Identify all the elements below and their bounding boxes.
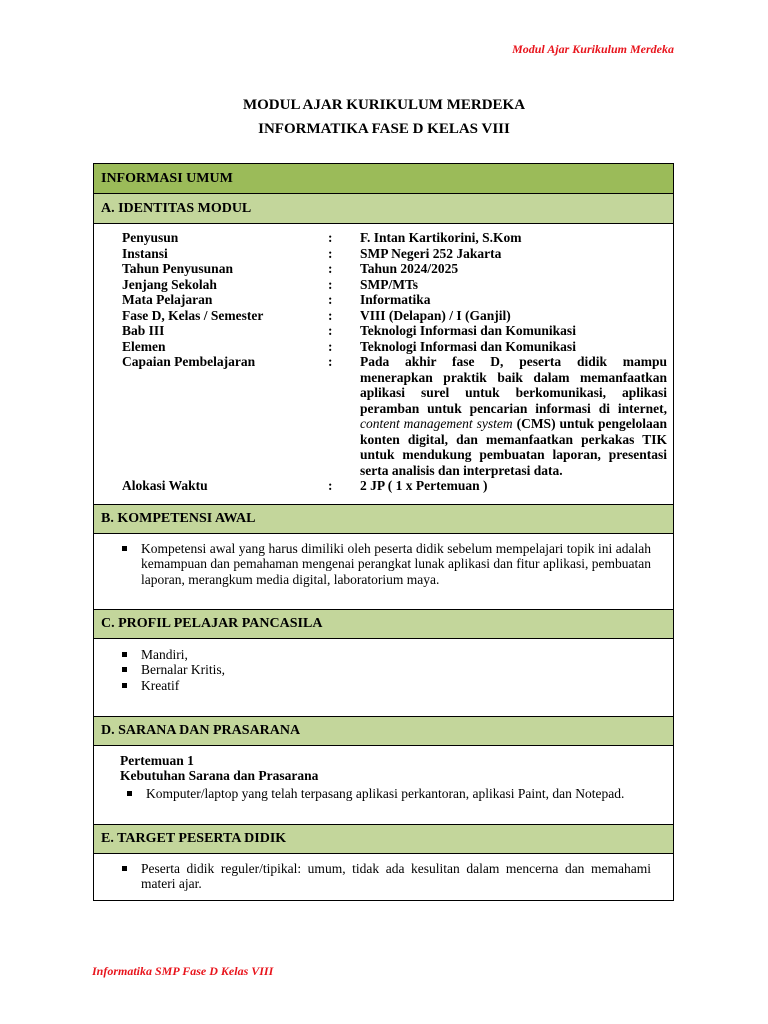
identity-label: Mata Pelajaran: [122, 292, 213, 307]
identity-label: Instansi: [122, 245, 168, 261]
identity-row-alokasi: [122, 478, 667, 494]
list-item-text: Kompetensi awal yang harus dimiliki oleh peserta didik sebelum mempelajari topik ini adalah kemampuan dan pemahaman mengenai perangkat lunak aplikasi dan fitur aplikasi, pembuatan laporan, merangkum media digital, laboratorium maya.: [141, 540, 651, 587]
square-bullet-icon: [122, 546, 127, 551]
capaian-text-italic: content management system: [360, 416, 513, 431]
list-item: [141, 541, 651, 588]
identity-colon: :: [328, 230, 333, 245]
identity-colon: :: [328, 261, 333, 276]
identity-label: Fase D, Kelas / Semester: [122, 307, 264, 323]
identity-label: Tahun Penyusunan: [122, 261, 233, 276]
identity-row: [122, 308, 667, 324]
list-item: [141, 861, 651, 892]
identity-colon: :: [328, 307, 333, 323]
identity-colon: :: [328, 292, 333, 307]
list-item: [141, 647, 653, 663]
identity-row: [122, 339, 667, 355]
document-title: [0, 93, 768, 141]
identity-row: [122, 261, 667, 277]
sarana-subheading: Kebutuhan Sarana dan Prasarana: [120, 768, 319, 783]
section-heading-kompetensi: B. KOMPETENSI AWAL: [94, 504, 673, 534]
identity-label: Alokasi Waktu: [122, 478, 208, 493]
list-item: [146, 786, 653, 802]
section-heading-sarana: D. SARANA DAN PRASARANA: [94, 716, 673, 746]
identity-value: SMP/MTs: [360, 276, 419, 292]
list-item-text: Mandiri,: [141, 646, 188, 662]
kompetensi-list: [141, 541, 651, 588]
capaian-text-part: (CMS) untuk pengelolaan konten digital, dan memanfaatkan perkakas TIK untuk mendukung pembuatan laporan, presentasi serta analisis dan interpretasi data.: [360, 416, 668, 478]
sarana-section: [94, 746, 673, 824]
square-bullet-icon: [122, 667, 127, 672]
section-heading-target: E. TARGET PESERTA DIDIK: [94, 824, 673, 854]
square-bullet-icon: [122, 652, 127, 657]
module-info-table: [93, 163, 674, 901]
identity-row: [122, 246, 667, 262]
identity-colon: :: [328, 354, 333, 369]
identity-label: Bab III: [122, 323, 165, 338]
capaian-text-part: Pada akhir fase D, peserta didik mampu menerapkan praktik baik dalam memanfaatkan aplikasi surel untuk berkomunikasi, aplikasi peramban untuk pencarian informasi di internet,: [360, 354, 667, 416]
title-line-1: MODUL AJAR KURIKULUM MERDEKA: [242, 97, 526, 113]
section-heading-profil: C. PROFIL PELAJAR PANCASILA: [94, 609, 673, 639]
title-line-2: INFORMATIKA FASE D KELAS VIII: [258, 121, 510, 137]
identity-colon: :: [328, 276, 333, 292]
identity-value: Tahun 2024/2025: [360, 261, 459, 276]
sarana-list: [146, 786, 653, 802]
list-item-text: Peserta didik reguler/tipikal: umum, tidak ada kesulitan dalam mencerna dan memahami materi ajar.: [141, 860, 651, 891]
identity-label: Penyusun: [122, 230, 179, 245]
identity-value: Teknologi Informasi dan Komunikasi: [360, 323, 576, 338]
identity-colon: :: [328, 478, 333, 493]
identity-value: F. Intan Kartikorini, S.Kom: [360, 230, 522, 245]
list-item: [141, 662, 653, 678]
list-item: [141, 678, 653, 694]
identity-label: Capaian Pembelajaran: [122, 354, 256, 369]
profil-list: [141, 647, 653, 694]
identity-colon: :: [328, 245, 333, 261]
identity-value: SMP Negeri 252 Jakarta: [360, 245, 502, 261]
square-bullet-icon: [122, 683, 127, 688]
meeting-label: Pertemuan 1: [120, 752, 194, 768]
header-note: Modul Ajar Kurikulum Merdeka: [512, 42, 674, 56]
identity-value: Teknologi Informasi dan Komunikasi: [360, 338, 576, 354]
kompetensi-section: [94, 534, 673, 609]
identity-colon: :: [328, 323, 333, 338]
identity-value: VIII (Delapan) / I (Ganjil): [360, 307, 511, 323]
list-item-text: Bernalar Kritis,: [141, 662, 225, 677]
identity-section: [94, 224, 673, 504]
footer-note: Informatika SMP Fase D Kelas VIII: [92, 964, 274, 978]
identity-row: [122, 230, 667, 246]
identity-label: Elemen: [122, 338, 166, 354]
list-item-text: Komputer/laptop yang telah terpasang aplikasi perkantoran, aplikasi Paint, dan Notepad.: [146, 785, 625, 801]
target-list: [141, 861, 651, 892]
identity-row-capaian: [122, 354, 667, 478]
list-item-text: Kreatif: [141, 677, 180, 693]
profil-section: [94, 639, 673, 716]
identity-row: [122, 323, 667, 339]
section-heading-informasi-umum: INFORMASI UMUM: [94, 164, 673, 194]
identity-row: [122, 292, 667, 308]
square-bullet-icon: [127, 791, 132, 796]
identity-value: Informatika: [360, 292, 431, 307]
square-bullet-icon: [122, 866, 127, 871]
target-section: [94, 854, 673, 900]
identity-value: 2 JP ( 1 x Pertemuan ): [360, 478, 488, 493]
section-heading-identitas: A. IDENTITAS MODUL: [94, 194, 673, 224]
identity-label: Jenjang Sekolah: [122, 276, 217, 292]
identity-row: [122, 277, 667, 293]
capaian-pembelajaran-text: [360, 354, 667, 478]
identity-colon: :: [328, 338, 333, 354]
